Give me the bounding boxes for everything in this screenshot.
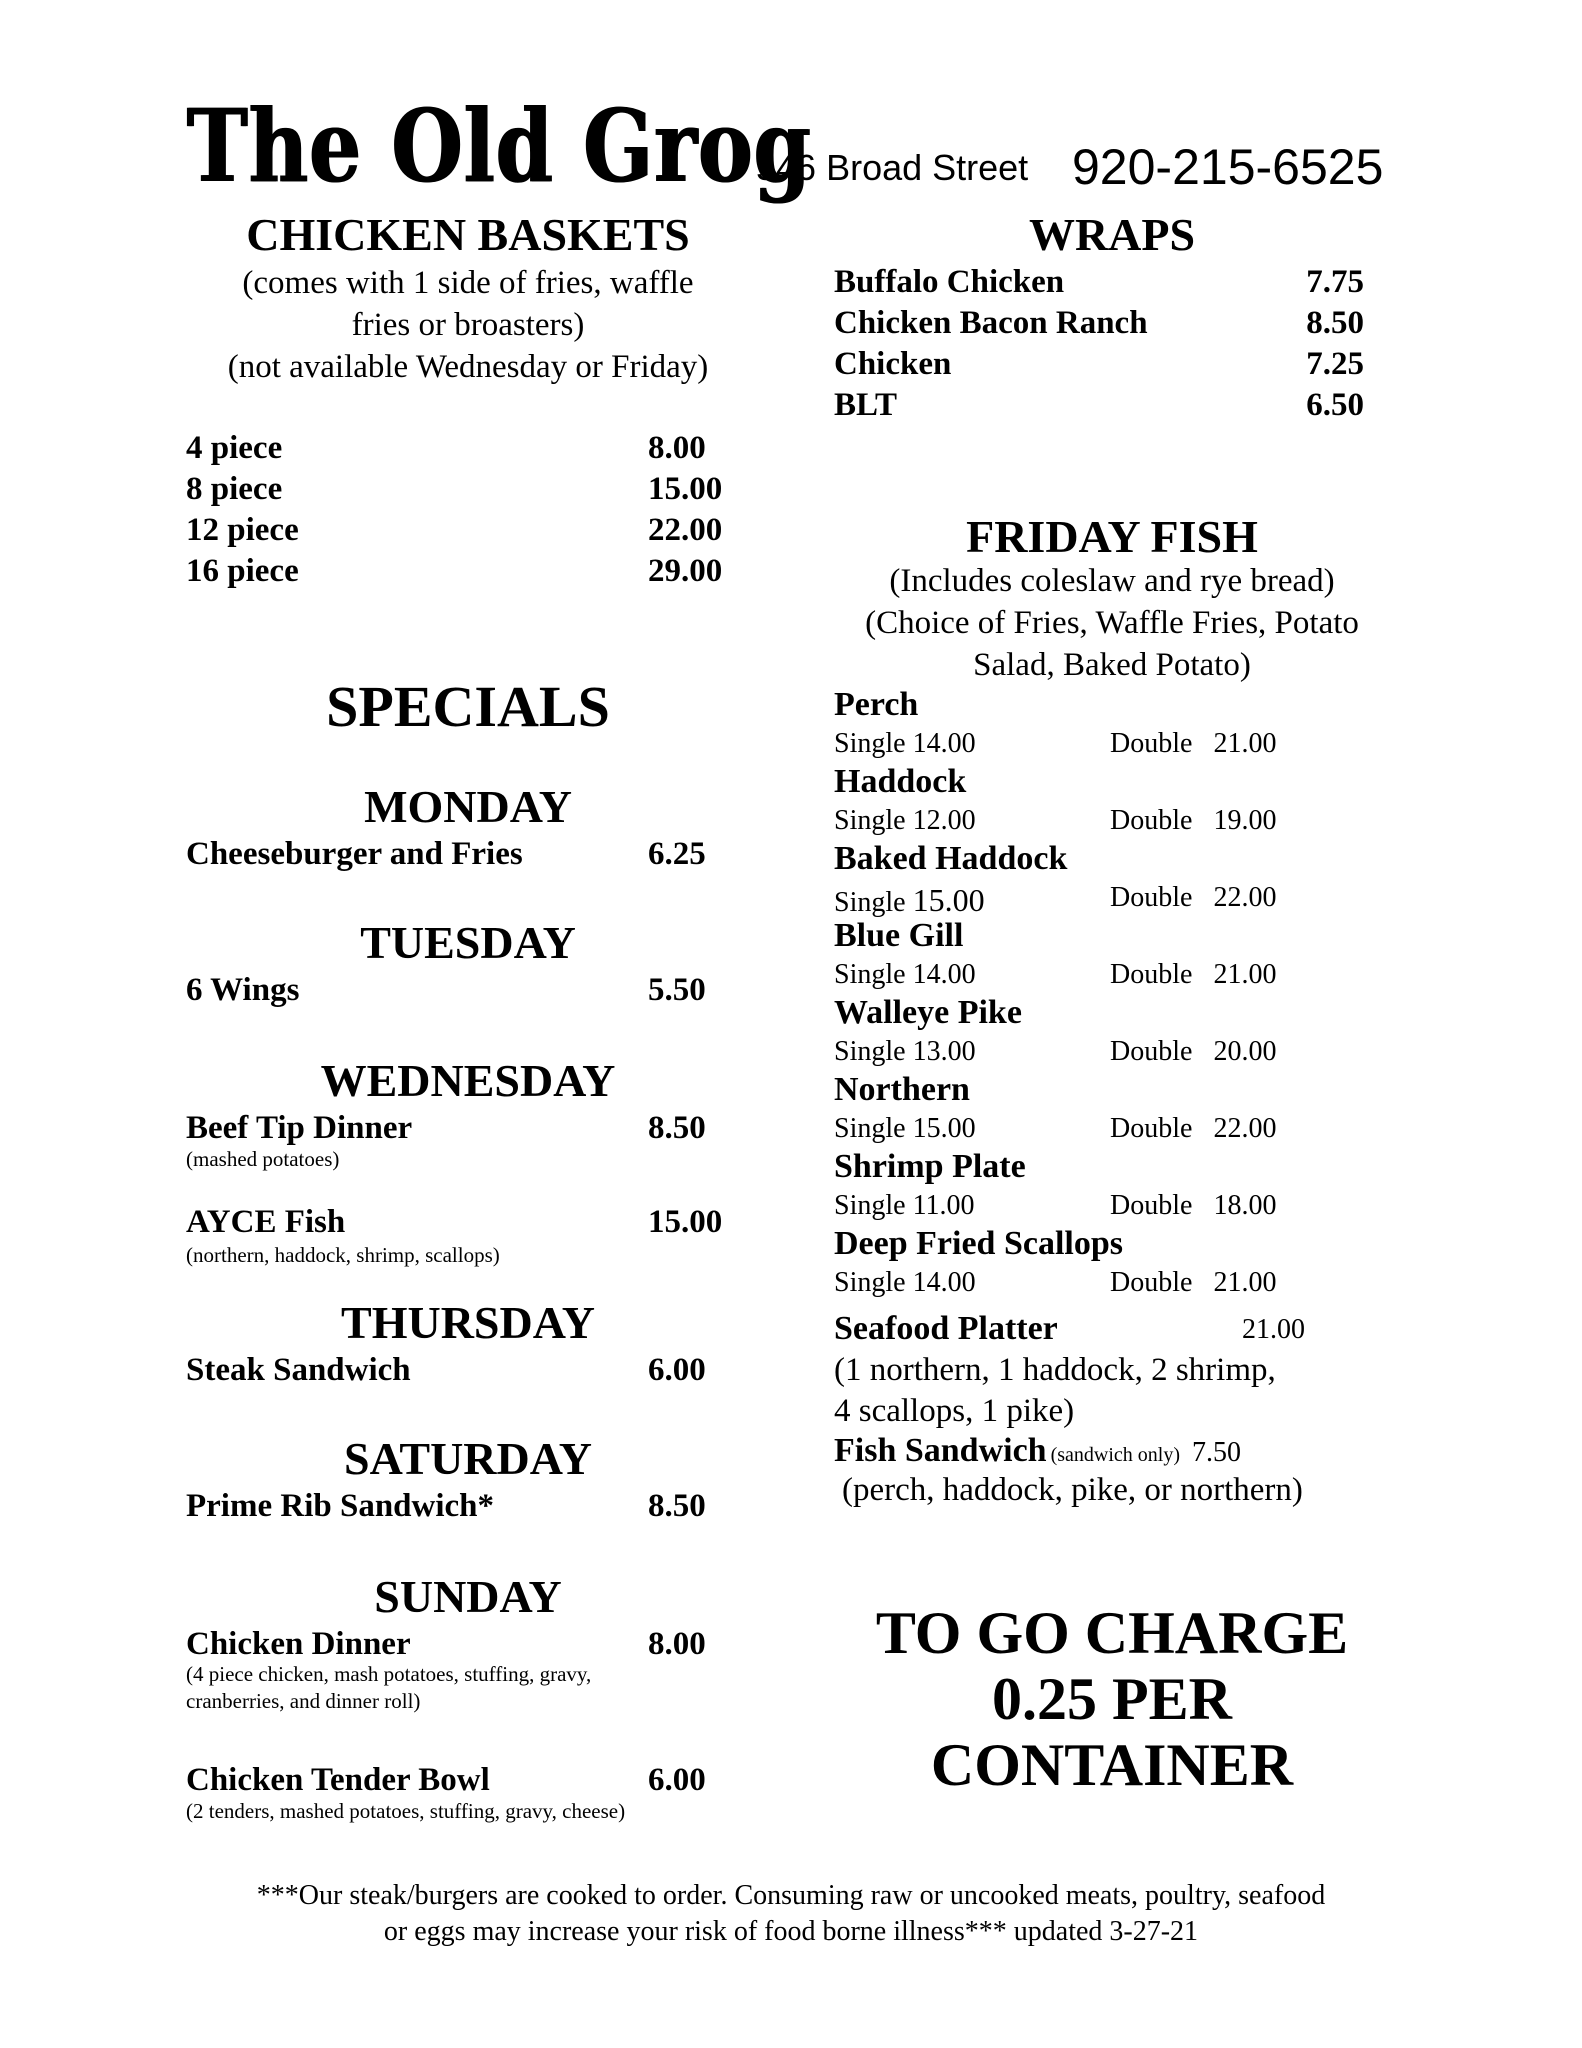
menu-item (186, 469, 732, 510)
to-go-charge-notice (812, 1600, 1412, 1798)
item-name: Chicken Bacon Ranch (834, 305, 1148, 341)
day-title-saturday: SATURDAY (344, 1433, 592, 1484)
day-title-thursday: THURSDAY (341, 1297, 595, 1348)
menu-item (186, 510, 732, 551)
item-price: 8.00 (648, 430, 706, 466)
item-price: 7.75 (1306, 264, 1364, 300)
special-item-price: 6.00 (648, 1352, 706, 1388)
item-price: 15.00 (648, 471, 723, 507)
item-price: 22.00 (648, 512, 723, 548)
to-go-line: CONTAINER (930, 1732, 1294, 1798)
fish-single-price: Single 15.00 (834, 882, 985, 918)
day-title-tuesday: TUESDAY (360, 917, 576, 968)
special-item-price: 8.50 (648, 1110, 706, 1146)
friday-fish-note: (Choice of Fries, Waffle Fries, Potato (865, 605, 1359, 641)
menu-item (834, 303, 1364, 344)
special-item-name: Steak Sandwich (186, 1352, 411, 1388)
restaurant-address: 546 Broad Street (756, 147, 1029, 188)
fish-double-price: Double 18.00 (1110, 1190, 1277, 1221)
seafood-platter-desc-line: 4 scallops, 1 pike) (834, 1393, 1075, 1429)
special-item-price: 5.50 (648, 972, 706, 1008)
special-item-price: 15.00 (648, 1204, 723, 1240)
fish-item (834, 842, 1394, 919)
fish-item (834, 1150, 1394, 1227)
menu-item (186, 428, 732, 469)
friday-fish-notes (812, 560, 1412, 686)
fish-item (834, 1227, 1394, 1304)
special-item-name: Prime Rib Sandwich* (186, 1488, 495, 1524)
fish-item-name: Baked Haddock (834, 840, 1068, 877)
restaurant-name: The Old Grog (186, 87, 811, 205)
item-name: Chicken (834, 346, 952, 382)
fish-item-name: Walleye Pike (834, 994, 1022, 1031)
item-name: BLT (834, 387, 898, 423)
disclaimer-line: ***Our steak/burgers are cooked to order. Consuming raw or uncooked meats, poultry, seafood (256, 1880, 1326, 1911)
fish-double-price: Double 21.00 (1110, 959, 1277, 990)
special-item-price: 8.00 (648, 1626, 706, 1662)
fish-item (834, 1073, 1394, 1150)
food-safety-disclaimer (160, 1878, 1422, 1950)
chicken-baskets-list (186, 428, 732, 592)
special-item-description: (mashed potatoes) (186, 1147, 340, 1171)
special-item-price: 6.25 (648, 836, 706, 872)
fish-double-price: Double 21.00 (1110, 728, 1277, 759)
fish-item-name: Northern (834, 1071, 970, 1108)
fish-single-price: Single 13.00 (834, 1036, 976, 1067)
fish-sandwich-price: 7.50 (1192, 1437, 1242, 1468)
fish-item-name: Deep Fried Scallops (834, 1225, 1123, 1262)
fish-single-price: Single 14.00 (834, 959, 976, 990)
special-item-description: (4 piece chicken, mash potatoes, stuffing, gravy, (186, 1662, 592, 1686)
fish-single-price: Single 15.00 (834, 1113, 976, 1144)
friday-fish-title: FRIDAY FISH (966, 511, 1258, 562)
fish-single-price: Single 11.00 (834, 1190, 975, 1221)
fish-item-name: Shrimp Plate (834, 1148, 1026, 1185)
disclaimer-line: or eggs may increase your risk of food borne illness*** updated 3-27-21 (383, 1916, 1199, 1947)
special-item-price: 8.50 (648, 1488, 706, 1524)
special-item-name: Beef Tip Dinner (186, 1110, 413, 1146)
fish-item (834, 765, 1394, 842)
fish-single-price: Single 14.00 (834, 1267, 976, 1298)
item-name: 4 piece (186, 430, 283, 466)
fish-item-name: Perch (834, 686, 919, 723)
menu-item (186, 551, 732, 592)
special-item-description: (northern, haddock, shrimp, scallops) (186, 1243, 500, 1267)
special-item-description: cranberries, and dinner roll) (186, 1689, 421, 1713)
specials-title: SPECIALS (326, 674, 610, 739)
item-name: 12 piece (186, 512, 299, 548)
item-price: 7.25 (1306, 346, 1364, 382)
chicken-baskets-notes (186, 262, 750, 388)
fish-single-price: Single 12.00 (834, 805, 976, 836)
special-item-name: AYCE Fish (186, 1204, 346, 1240)
item-name: 8 piece (186, 471, 283, 507)
chicken-baskets-title: CHICKEN BASKETS (246, 209, 690, 260)
menu-item (834, 344, 1364, 385)
friday-fish-note: (Includes coleslaw and rye bread) (889, 563, 1335, 599)
fish-double-price: Double 22.00 (1110, 882, 1277, 913)
fish-sandwich-qualifier: (sandwich only) (1050, 1444, 1181, 1466)
friday-fish-note: Salad, Baked Potato) (973, 647, 1251, 683)
chicken-baskets-note: fries or broasters) (351, 307, 585, 343)
restaurant-phone: 920-215-6525 (1072, 139, 1384, 195)
item-price: 8.50 (1306, 305, 1364, 341)
menu-item (834, 385, 1364, 426)
special-item-description: (2 tenders, mashed potatoes, stuffing, gravy, cheese) (186, 1799, 626, 1823)
item-name: Buffalo Chicken (834, 264, 1065, 300)
seafood-platter-desc-line: (1 northern, 1 haddock, 2 shrimp, (834, 1352, 1276, 1388)
special-item-name: 6 Wings (186, 972, 300, 1008)
fish-sandwich-name: Fish Sandwich (834, 1432, 1047, 1469)
menu-item (834, 262, 1364, 303)
special-item-name: Chicken Dinner (186, 1626, 411, 1662)
chicken-baskets-note: (comes with 1 side of fries, waffle (242, 265, 694, 301)
fish-item (834, 919, 1394, 996)
fish-item (834, 688, 1394, 765)
seafood-platter-price: 21.00 (1242, 1314, 1305, 1345)
seafood-platter-description (834, 1350, 1276, 1432)
day-title-monday: MONDAY (364, 781, 572, 832)
chicken-baskets-note: (not available Wednesday or Friday) (227, 349, 709, 385)
fish-double-price: Double 19.00 (1110, 805, 1277, 836)
friday-fish-list (834, 688, 1394, 1304)
fish-item-name: Blue Gill (834, 917, 964, 954)
item-price: 29.00 (648, 553, 723, 589)
special-item-price: 6.00 (648, 1762, 706, 1798)
fish-double-price: Double 20.00 (1110, 1036, 1277, 1067)
item-price: 6.50 (1306, 387, 1364, 423)
wraps-list (834, 262, 1364, 426)
fish-item (834, 996, 1394, 1073)
fish-single-price: Single 14.00 (834, 728, 976, 759)
to-go-line: TO GO CHARGE (875, 1600, 1349, 1666)
day-title-sunday: SUNDAY (374, 1571, 562, 1622)
special-item-name: Chicken Tender Bowl (186, 1762, 490, 1798)
fish-sandwich-description: (perch, haddock, pike, or northern) (842, 1472, 1303, 1508)
special-item-name: Cheeseburger and Fries (186, 836, 523, 872)
fish-double-price: Double 22.00 (1110, 1113, 1277, 1144)
day-title-wednesday: WEDNESDAY (320, 1055, 616, 1106)
fish-item-name: Haddock (834, 763, 967, 800)
fish-sandwich-line (834, 1434, 1241, 1468)
item-name: 16 piece (186, 553, 299, 589)
seafood-platter-name: Seafood Platter (834, 1310, 1058, 1347)
fish-double-price: Double 21.00 (1110, 1267, 1277, 1298)
to-go-line: 0.25 PER (992, 1666, 1232, 1732)
wraps-title: WRAPS (1028, 209, 1196, 260)
